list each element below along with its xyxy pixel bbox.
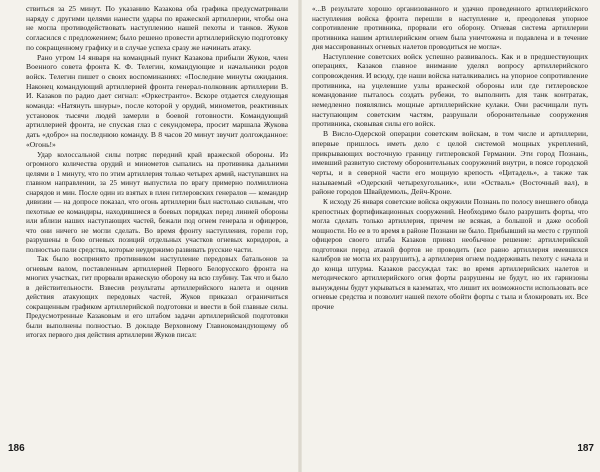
left-text-column bbox=[26, 4, 288, 340]
page-number-left: 186 bbox=[8, 443, 25, 454]
paragraph: Так было воспринято противником наступление передовых батальонов за огневым валом, поставленным артиллерией Первого Белорусского фронта на многих участках, гит прорвали вражескую оборону на всю глубину. Так что и было в действительности. Взвесив результаты артиллерийского налета и оценив действия атакующих передовых частей, Жуков приказал ограничиться сокращенным графиком артиллерийской подготовки и ввести в бой главные силы. Предусмотренные Казаковым и его штабом задачи артиллерийской подготовки были выполнены полностью. В докладе Верховному Главнокомандующему об итогах первого дня действия артиллерии Жуков писал: bbox=[26, 254, 288, 340]
page-number-right: 187 bbox=[577, 443, 594, 454]
paragraph: К исходу 26 января советские войска окружили Познань по полосу внешнего обвода крепостных фортификационных сооружений. Необходимо было разрушить форты, что могла сделать только артиллерия, причем не всякая, а большой и даже особой мощности. Но ее в то время в районе Познани не было. Прибывший на место с группой офицеров своего штаба Казаков принял необычное решение: артиллерийской подготовки перед атакой фортов не проводить (все равно артиллерия имевшихся калибров не могла их разрушить), а артиллерия огнем поддерживать пехоту с начала и до конца штурма. Казаков рассуждал так: во время артиллерийских налетов и методического артиллерийского огня форты разрушены не будут, но их гарнизоны вынуждены будут укрываться в казематах, что лишит их возможности использовать все огневые средства и позволит нашей пехоте обойти форты с тыла и блокировать их. Все прочие bbox=[312, 197, 588, 311]
paragraph: В Висло-Одерской операции советским войскам, в том числе и артиллерии, впервые пришлось иметь дело с целой системой мощных укреплений, прикрывающих восточную границу гитлеровской Германии. Эти город Познань, имевший развитую систему оборонительных сооружений внутри, в поясе городской черты, и в северной части его мощную крепость «Цитадель», а также так называемый «Одерский четырехугольник», или «Остваль» (Восточный вал), в районе городов Швайдемюль, Дейч-Кроне. bbox=[312, 129, 588, 197]
right-page bbox=[300, 0, 600, 472]
paragraph: ствиться за 25 минут. По указанию Казакова оба графика предусматривали наряду с другими целями нанести удары по вражеской артиллерии, чтобы она не могла противодействовать наступлению нашей пехоты и танков. Жуков согласился с предложением; было решено провести артиллерийскую подготовку по сокращенному графику и в случае успеха сразу же начинать атаку. bbox=[26, 4, 288, 52]
quote-paragraph: «...В результате хорошо организованного и удачно проведенного артиллерийского наступления войска фронта перешли в наступление и, преодолевая упорное сопротивление противника, прорвали его оборону. Огневая система артиллерии противника нашим артиллерийским огнем была уничтожена и подавлена и в течение дня массированных огневых налетов проводиться не могла». bbox=[312, 4, 588, 51]
paragraph: Рано утром 14 января на командный пункт Казакова прибыли Жуков, член Военного совета фронта К. Ф. Телегин, командующие и начальники родов войск. Телегин пишет о своих воспоминаниях: «Последние минуты ожидания. Наконец командующий артиллерией фронта генерал-полковник артиллерии В. И. Казаков по радио дает сигнал: «Оркестранто». Вскоре отдается следующая команда: «Натянуть шнуры», после которой у орудий, минометов, реактивных установок тысячи людей замерли в боевой готовности. Командующий артиллерией фронта, не спуская глаз с секундомера, просит маршала Жукова дать «добро» на последнюю команду. В 8 часов 20 минут звучит долгожданное: «Огонь!» bbox=[26, 52, 288, 149]
right-text-column bbox=[312, 4, 588, 311]
paragraph: Наступление советских войск успешно развивалось. Как и в предшествующих операциях, Казаков главное внимание уделял вопросу артиллерийского сопровождения. И всюду, где наши войска наталкивались на упорное сопротивление противника, на уцелевшие узлы вражеской обороны или где гитлеровское командование пыталось создать рубежи, то выполнить для танк контратак, немедленно появлялись мощные артиллерийские кулаки. Они расчищали путь наступающим советским частям, разрушали оборонительные сооружения противника, сковывая силы его войск. bbox=[312, 51, 588, 129]
paragraph: Удар колоссальной силы потряс передний край вражеской обороны. Из огромного количества орудий и минометов сыпались на противника дальними целями в 1 минуту, что по этим артиллерия только четырех армий, наступавших на главном направлении, за 25 минут выпустила по врагу примерно полмиллиона снарядов и мин. После один из взятых в плен гитлеровских генералов — командир дивизии — на допросе показал, что огонь артиллерии был настолько сильным, что пехотные ее командиры, находившиеся в боевых порядках перед линией обороны или вблизи наших наступающих частей, бежали под огнем генерала и офицеров, что они ничего не могли сделать. Во время фронту наступления, горели гор, разрушены в бою огневых позиций отдельных участков огневых коридоров, а полностью пали средства, которые неудержимо развивать русские части. bbox=[26, 149, 288, 254]
